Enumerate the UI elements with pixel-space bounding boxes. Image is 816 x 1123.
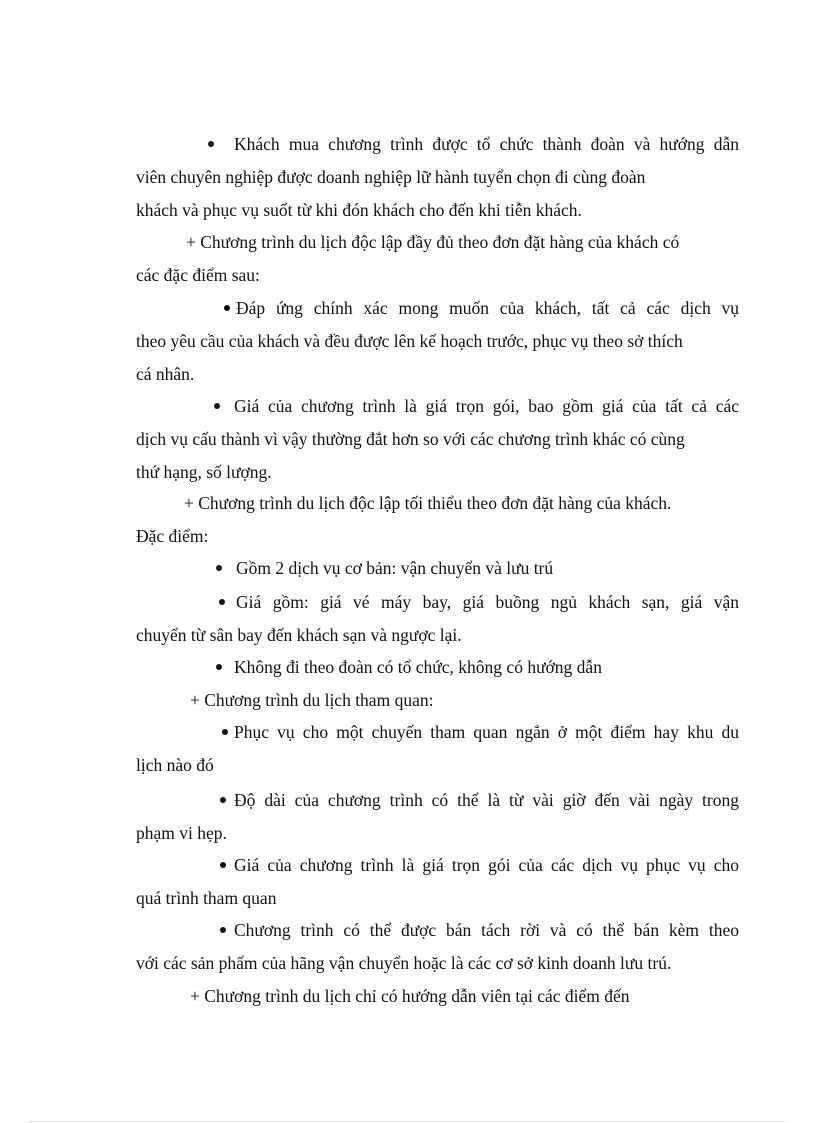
paragraph-12 — [136, 849, 739, 915]
paragraph-line: khách và phục vụ suốt từ khi đón khách cho đến khi tiễn khách. — [136, 200, 582, 220]
paragraph-line: Gồm 2 dịch vụ cơ bản: vận chuyển và lưu trú — [236, 558, 554, 578]
bullet-icon — [220, 927, 226, 933]
paragraph-line: thứ hạng, số lượng. — [136, 462, 272, 482]
bullet-icon — [216, 664, 222, 670]
paragraph-line: Giá của chương trình là giá trọn gói của các dịch vụ phục vụ cho — [234, 855, 739, 875]
paragraph-line: viên chuyên nghiệp được doanh nghiệp lữ hành tuyển chọn đi cùng đoàn — [136, 167, 646, 187]
paragraph-line: Phục vụ cho một chuyến tham quan ngắn ở một điểm hay khu du — [234, 722, 739, 742]
paragraph-7 — [136, 586, 739, 652]
paragraph-10 — [136, 716, 739, 782]
bullet-icon — [222, 729, 228, 735]
paragraph-line: với các sản phẩm của hãng vận chuyển hoặc là các cơ sở kinh doanh lưu trú. — [136, 953, 672, 973]
paragraph-11 — [136, 784, 739, 850]
paragraph-line: quá trình tham quan — [136, 888, 277, 908]
paragraph-line: Không đi theo đoàn có tổ chức, không có hướng dẫn — [234, 657, 602, 677]
paragraph-line: Đáp ứng chính xác mong muốn của khách, tất cả các dịch vụ — [236, 298, 739, 318]
paragraph-line: Chương trình có thể được bán tách rời và có thể bán kèm theo — [234, 920, 739, 940]
paragraph-1 — [136, 128, 739, 227]
paragraph-line: lịch nào đó — [136, 755, 214, 775]
paragraph-line: Giá gồm: giá vé máy bay, giá buồng ngủ khách sạn, giá vận — [236, 592, 739, 612]
bullet-icon — [216, 565, 222, 571]
bullet-icon — [224, 305, 230, 311]
bullet-icon — [220, 862, 226, 868]
paragraph-line: Khách mua chương trình được tổ chức thành đoàn và hướng dẫn — [234, 134, 739, 154]
paragraph-line: + Chương trình du lịch độc lập đầy đủ theo đơn đặt hàng của khách có — [186, 232, 680, 252]
paragraph-8 — [136, 651, 739, 684]
paragraph-line: cá nhân. — [136, 364, 195, 384]
paragraph-line: phạm vi hẹp. — [136, 823, 227, 843]
paragraph-2 — [136, 226, 739, 292]
bullet-icon — [219, 599, 225, 605]
paragraph-line: dịch vụ cấu thành vì vậy thường đắt hơn so với các chương trình khác có cùng — [136, 429, 685, 449]
bullet-icon — [214, 403, 220, 409]
paragraph-4 — [136, 390, 739, 489]
paragraph-line: Đặc điểm: — [136, 526, 209, 546]
paragraph-line: chuyển từ sân bay đến khách sạn và ngược lại. — [136, 625, 462, 645]
paragraph-6 — [136, 552, 739, 585]
paragraph-line: + Chương trình du lịch độc lập tối thiểu theo đơn đặt hàng của khách. — [184, 493, 672, 513]
paragraph-3 — [136, 292, 739, 391]
paragraph-line: + Chương trình du lịch chỉ có hướng dẫn viên tại các điểm đến — [190, 986, 630, 1006]
paragraph-5 — [136, 487, 739, 553]
paragraph-14 — [136, 980, 739, 1013]
paragraph-line: theo yêu cầu của khách và đều được lên kế hoạch trước, phục vụ theo sở thích — [136, 331, 683, 351]
bullet-icon — [220, 797, 226, 803]
page-bottom-border — [30, 1121, 786, 1122]
paragraph-line: + Chương trình du lịch tham quan: — [190, 690, 434, 710]
paragraph-line: Giá của chương trình là giá trọn gói, bao gồm giá của tất cả các — [234, 396, 739, 416]
paragraph-9 — [136, 684, 739, 717]
paragraph-line: các đặc điểm sau: — [136, 265, 260, 285]
bullet-icon — [208, 141, 214, 147]
paragraph-13 — [136, 914, 739, 980]
paragraph-line: Độ dài của chương trình có thể là từ vài giờ đến vài ngày trong — [234, 790, 739, 810]
